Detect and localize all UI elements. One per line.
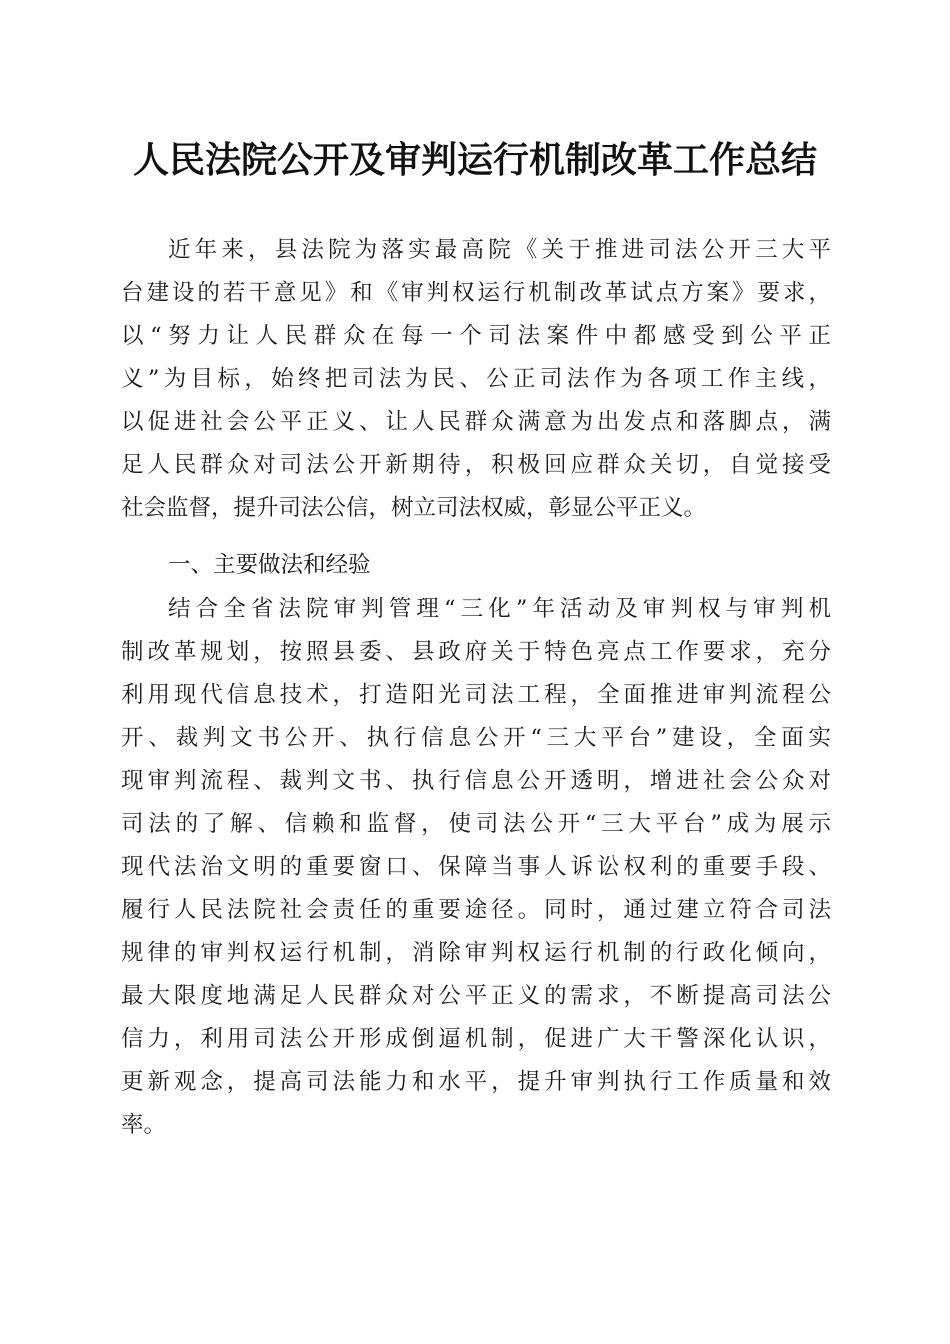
document-title: 人民法院公开及审判运行机制改革工作总结 xyxy=(132,139,817,181)
paragraph-1-line: 足人民群众对司法公开新期待，积极回应群众关切，自觉接受 xyxy=(121,452,831,478)
paragraph-2-line: 更新观念，提高司法能力和水平，提升审判执行工作质量和效 xyxy=(121,1069,831,1095)
paragraph-2-line: 现代法治文明的重要窗口、保障当事人诉讼权利的重要手段、 xyxy=(121,854,831,880)
paragraph-2-line: 率。 xyxy=(121,1112,167,1138)
section-1-heading: 一、主要做法和经验 xyxy=(168,552,371,578)
paragraph-1-line: 社会监督，提升司法公信，树立司法权威，彰显公平正义。 xyxy=(121,495,707,521)
paragraph-2-line: 现审判流程、裁判文书、执行信息公开透明，增进社会公众对 xyxy=(121,768,831,794)
paragraph-2-line: 司法的了解、信赖和监督，使司法公开“三大平台”成为展示 xyxy=(121,811,831,837)
paragraph-1-line: 以“努力让人民群众在每一个司法案件中都感受到公平正 xyxy=(121,323,831,349)
paragraph-2-line: 信力，利用司法公开形成倒逼机制，促进广大干警深化认识， xyxy=(121,1026,831,1052)
paragraph-2-line: 规律的审判权运行机制，消除审判权运行机制的行政化倾向， xyxy=(121,940,831,966)
paragraph-1-line: 以促进社会公平正义、让人民群众满意为出发点和落脚点，满 xyxy=(121,409,831,435)
paragraph-2-line: 利用现代信息技术，打造阳光司法工程，全面推进审判流程公 xyxy=(121,682,831,708)
paragraph-2-line: 制改革规划，按照县委、县政府关于特色亮点工作要求，充分 xyxy=(121,639,831,665)
paragraph-1-line: 台建设的若干意见》和《审判权运行机制改革试点方案》要求， xyxy=(121,280,831,306)
paragraph-2-line: 开、裁判文书公开、执行信息公开“三大平台”建设，全面实 xyxy=(121,725,831,751)
paragraph-2-line: 最大限度地满足人民群众对公平正义的需求，不断提高司法公 xyxy=(121,983,831,1009)
paragraph-1-line: 近年来，县法院为落实最高院《关于推进司法公开三大平 xyxy=(168,237,831,263)
paragraph-2-line: 履行人民法院社会责任的重要途径。同时，通过建立符合司法 xyxy=(121,897,831,923)
paragraph-1-line: 义”为目标，始终把司法为民、公正司法作为各项工作主线， xyxy=(121,366,831,392)
paragraph-2-line: 结合全省法院审判管理“三化”年活动及审判权与审判机 xyxy=(168,596,831,622)
